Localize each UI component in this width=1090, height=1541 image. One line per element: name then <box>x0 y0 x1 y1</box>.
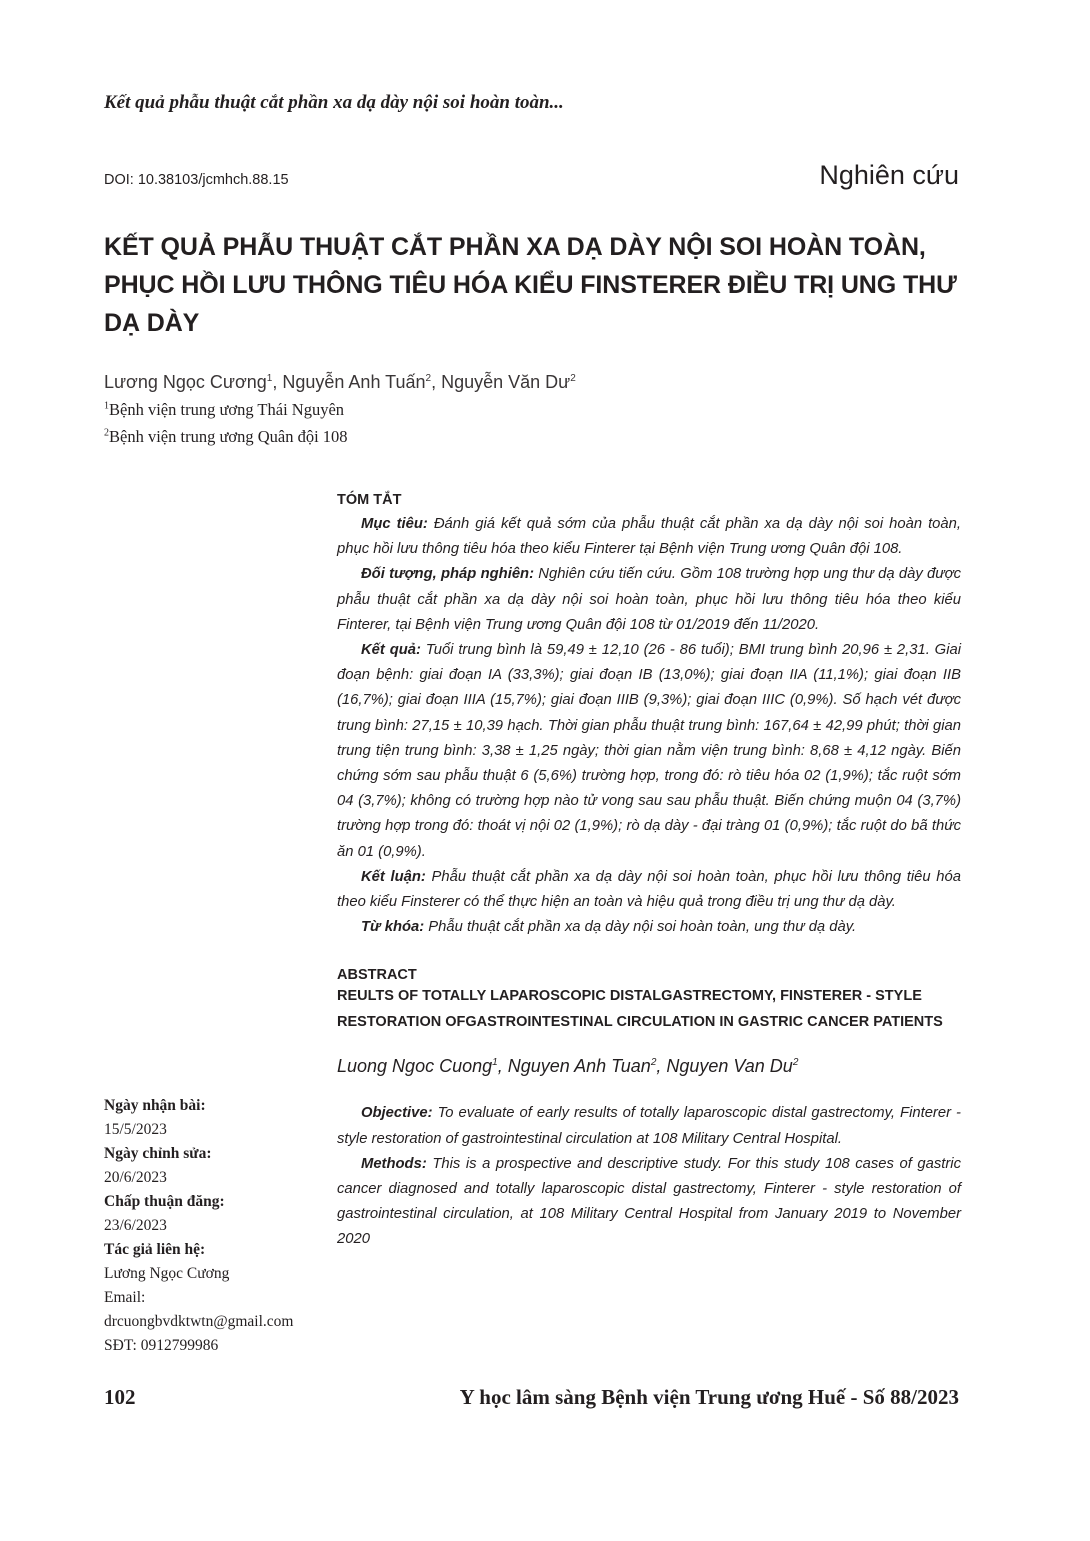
corresponding-author: Lương Ngọc Cương <box>104 1265 230 1282</box>
received-date: 15/5/2023 <box>104 1121 167 1138</box>
affiliation-text: Bệnh viện trung ương Thái Nguyên <box>109 400 345 419</box>
affiliation <box>104 427 348 447</box>
abstract-paragraph <box>337 638 961 865</box>
abstract-column <box>337 492 961 1253</box>
en-author-list <box>337 1056 961 1077</box>
abstract-paragraph <box>337 562 961 638</box>
author-separator: , <box>431 372 442 392</box>
vn-abstract-heading: TÓM TẮT <box>337 492 402 508</box>
article-info-sidebar <box>104 1094 324 1358</box>
author-separator: , <box>656 1056 667 1077</box>
paragraph-text: To evaluate of early results of totally laparoscopic distal gastrectomy, Finterer - style restoration of gastrointestinal circulation at 108 Military Central Hospital. <box>337 1105 961 1147</box>
abstract-paragraph <box>337 915 961 940</box>
running-head: Kết quả phẫu thuật cắt phần xa dạ dày nội soi hoàn toàn... <box>104 92 564 113</box>
author-name: Nguyễn Văn Dư <box>441 372 571 392</box>
author-name: Nguyễn Anh Tuấn <box>282 372 426 392</box>
paragraph-text: Nghiên cứu tiến cứu. Gồm 108 trường hợp ung thư dạ dày được phẫu thuật cắt phần xa dạ dày nội soi hoàn toàn, phục hồi lưu thông tiêu hóa theo kiểu Finterer, tại Bệnh viện Trung ương Quân đội 108 từ 01/2019 đến 11/2020. <box>337 566 961 633</box>
author-affiliation-marker: 1 <box>266 373 273 384</box>
author-name: Nguyen Van Du <box>666 1056 793 1077</box>
paragraph-label: Mục tiêu: <box>361 516 428 532</box>
en-article-title: REULTS OF TOTALLY LAPAROSCOPIC DISTALGASTRECTOMY, FINSTERER - STYLE RESTORATION OFGASTROINTESTINAL CIRCULATION IN GASTRIC CANCER PATIENTS <box>337 988 943 1030</box>
author-name: Nguyen Anh Tuan <box>507 1056 651 1077</box>
affiliation-marker: 2 <box>104 427 109 439</box>
journal-name: Y học lâm sàng Bệnh viện Trung ương Huế - Số 88/2023 <box>459 1385 959 1409</box>
received-label: Ngày nhận bài: <box>104 1097 206 1114</box>
doi: DOI: 10.38103/jcmhch.88.15 <box>104 172 289 188</box>
abstract-paragraph <box>337 1101 961 1151</box>
author-separator: , <box>497 1056 508 1077</box>
paragraph-label: Kết luận: <box>361 868 426 885</box>
paragraph-text: Phẫu thuật cắt phần xa dạ dày nội soi hoàn toàn, ung thư dạ dày. <box>424 919 857 936</box>
revised-label: Ngày chỉnh sửa: <box>104 1145 212 1162</box>
page-number: 102 <box>104 1385 136 1409</box>
vn-abstract-body <box>337 512 961 940</box>
accepted-label: Chấp thuận đăng: <box>104 1193 225 1210</box>
section-label: Nghiên cứu <box>819 160 959 190</box>
paragraph-label: Từ khóa: <box>361 919 425 936</box>
accepted-date: 23/6/2023 <box>104 1217 167 1234</box>
author-name: Luong Ngoc Cuong <box>337 1056 493 1077</box>
author-affiliation-marker: 2 <box>792 1057 799 1069</box>
abstract-paragraph <box>337 1152 961 1253</box>
corresponding-label: Tác giả liên hệ: <box>104 1241 206 1258</box>
affiliation-marker: 1 <box>104 400 109 412</box>
email-label: Email: <box>104 1289 146 1306</box>
paragraph-label: Methods: <box>361 1155 427 1172</box>
phone-number: SĐT: 0912799986 <box>104 1337 219 1354</box>
paragraph-label: Kết quả: <box>361 642 421 659</box>
author-affiliation-marker: 2 <box>570 373 576 384</box>
paragraph-text: Phẫu thuật cắt phần xa dạ dày nội soi hoàn toàn, phục hồi lưu thông tiêu hóa theo kiểu Finsterer có thể thực hiện an toàn và hiệu quả trong điều trị ung thư dạ dày. <box>337 868 961 911</box>
paragraph-text: Tuổi trung bình là 59,49 ± 12,10 (26 - 86 tuổi); BMI trung bình 20,96 ± 2,31. Giai đoạn bệnh: giai đoạn IA (33,3%); giai đoạn IB (13,0%); giai đoạn IIA (11,1%); giai đoạn IIB (16,7%); giai đoạn IIIA (15,7%); giai đoạn IIIB (9,3%); giai đoạn IIIC (0,9%). Số hạch vét được trung bình: 27,15 ± 10,39 hạch. Thời gian phẫu thuật trung bình: 167,64 ± 42,99 phút; thời gian trung tiện trung bình: 3,38 ± 1,25 ngày; thời gian nằm viện trung bình: 8,68 ± 4,12 ngày. Biến chứng sớm sau phẫu thuật 6 (5,6%) trường hợp, trong đó: rò tiêu hóa 02 (1,9%); tắc ruột sớm 04 (3,7%); không có trường hợp nào tử vong sau sau phẫu thuật. Biến chứng muộn 04 (3,7%) trường hợp trong đó: thoát vị nội 02 (1,9%); rò dạ dày - đại tràng 01 (0,9%); tắc ruột do bã thức ăn 01 (0,9%). <box>337 642 961 860</box>
article-title: KẾT QUẢ PHẪU THUẬT CẮT PHẦN XA DẠ DÀY NỘI SOI HOÀN TOÀN, PHỤC HỒI LƯU THÔNG TIÊU HÓA KIỂU FINSTERER ĐIỀU TRỊ UNG THƯ DẠ DÀY <box>104 233 957 337</box>
paragraph-text: Đánh giá kết quả sớm của phẫu thuật cắt phần xa dạ dày nội soi hoàn toàn, phục hồi lưu thông tiêu hóa theo kiểu Finterer tại Bệnh viện Trung ương Quân đội 108. <box>337 516 961 558</box>
author-affiliation-marker: 1 <box>492 1057 498 1069</box>
affiliation-text: Bệnh viện trung ương Quân đội 108 <box>109 427 348 446</box>
en-abstract-body <box>337 1101 961 1252</box>
paragraph-label: Objective: <box>361 1105 433 1122</box>
author-affiliation-marker: 2 <box>425 373 432 384</box>
author-separator: , <box>272 372 283 392</box>
paragraph-text: This is a prospective and descriptive study. For this study 108 cases of gastric cancer diagnosed and totally laparoscopic distal gastrectomy, Finterer - style restoration of gastrointestinal circulation, at 108 Military Central Hospital from January 2019 to November 2020 <box>337 1155 961 1248</box>
paragraph-label: Đối tượng, pháp nghiên: <box>361 566 535 583</box>
abstract-paragraph <box>337 512 961 562</box>
author-name: Lương Ngọc Cương <box>104 372 267 392</box>
affiliation <box>104 400 344 420</box>
en-abstract-heading: ABSTRACT <box>337 967 417 984</box>
revised-date: 20/6/2023 <box>104 1169 167 1186</box>
author-list <box>104 372 576 393</box>
author-affiliation-marker: 2 <box>650 1057 657 1069</box>
email-address[interactable]: drcuongbvdktwtn@gmail.com <box>104 1313 294 1330</box>
abstract-paragraph <box>337 865 961 915</box>
